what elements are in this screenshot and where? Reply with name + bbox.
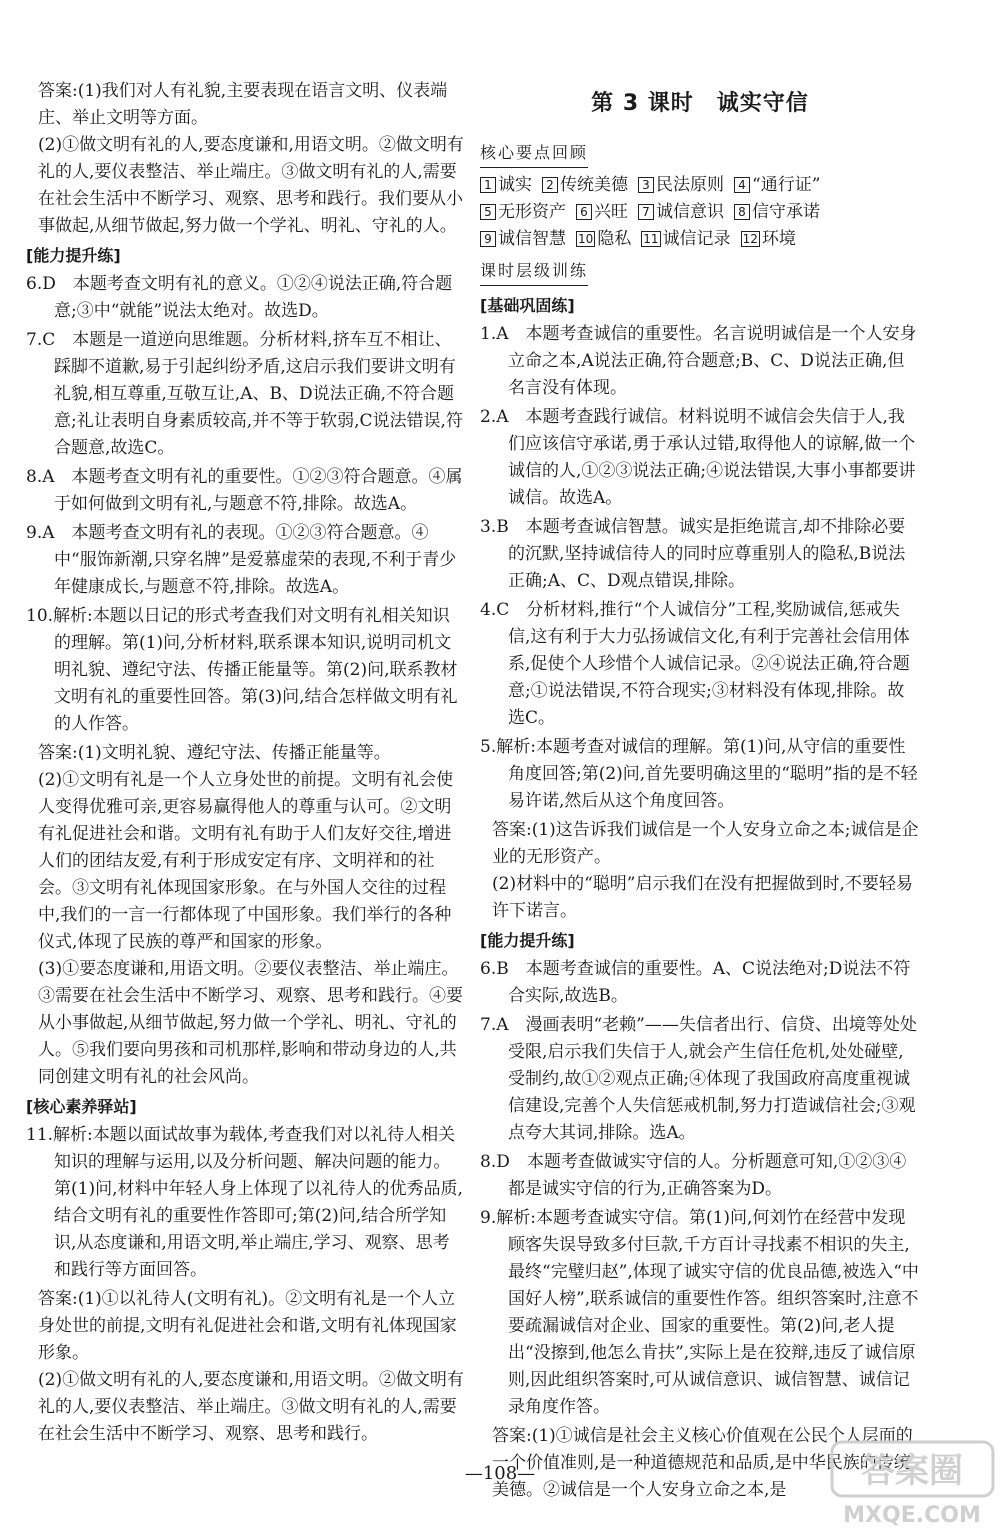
- question-item: 9.解析:本题考查诚实守信。第(1)问,何刘竹在经营中发现顾客失误导致多付巨款,千方百计寻找素不相识的失主,最终“完璧归赵”,体现了诚实守信的优良品德,被选入“中国好人榜”,联系诚信的重要性作答。组织答案时,注意不要疏漏诚信对企业、国家的重要性。第(2)问,老人提出“没擦到,他怎么肯扶”,实际上是在狡辩,违反了诚信原则,因此组织答案时,可从诚信意识、诚信智慧、诚信记录角度作答。: [480, 1208, 919, 1417]
- section-heading: [ 基础巩固练 ]: [480, 292, 920, 319]
- svg-text:答案圈: 答案圈: [861, 1451, 963, 1491]
- review-item: [576, 199, 628, 226]
- question-item: 4.C 分析材料,推行“个人诚信分”工程,奖励诚信,惩戒失信,这有利于大力弘扬诚信文化,有利于完善社会信用体系,促使个人珍惜个人诚信记录。②④说法正确,符合题意;①说法错误,不符合现实;③材料没有体现,排除。故选C。: [480, 600, 910, 728]
- question-item: 8.D 本题考查做诚实守信的人。分析题意可知,①②③④都是诚实守信的行为,正确答案为D。: [480, 1152, 907, 1199]
- answer-text: (2)①做文明有礼的人,要态度谦和,用语文明。②做文明有礼的人,要仪表整洁、举止端庄。③做文明有礼的人,需要在社会生活中不断学习、观察、思考和践行。我们要从小事做起,从细节做起,努力做一个学礼、明礼、守礼的人。: [38, 135, 464, 236]
- question-item: 1.A 本题考查诚信的重要性。名言说明诚信是一个人安身立命之本,A说法正确,符合题意;B、C、D说法正确,但名言没有体现。: [480, 324, 917, 398]
- number-box: 4: [734, 177, 750, 193]
- review-term: 诚信智慧: [498, 229, 566, 249]
- lesson-title: 第 3 课时 诚实守信: [591, 91, 809, 116]
- left-column: [26, 78, 466, 1448]
- number-box: 8: [734, 204, 750, 220]
- answer-text: 答案:(1)①诚信是社会主义核心价值观在公民个人层面的一个价值准则,是一种道德规范和品质,是中华民族的传统美德。②诚信是一个人安身立命之本,是: [492, 1426, 913, 1500]
- review-term: 环境: [761, 229, 796, 249]
- watermark-logo: [830, 1440, 995, 1528]
- answer-text: (3)①要态度谦和,用语文明。②要仪表整洁、举止端庄。③需要在社会生活中不断学习、观察、思考和践行。④要从小事做起,从细节做起,努力做一个学礼、明礼、守礼的人。⑤我们要向男孩和司机那样,影响和带动身边的人,共同创建文明有礼的社会风尚。: [38, 959, 463, 1087]
- review-item: [576, 226, 631, 253]
- number-box: 6: [576, 204, 592, 220]
- question-item: 5.解析:本题考查对诚信的理解。第(1)问,从守信的重要性角度回答;第(2)问,首先要明确这里的“聪明”指的是不轻易许诺,然后从这个角度回答。: [480, 737, 918, 811]
- review-item: [734, 199, 820, 226]
- review-term: 无形资产: [498, 202, 566, 222]
- subheading-training: 课时层级训练: [480, 257, 588, 286]
- number-box: 10: [578, 232, 594, 246]
- review-item: [480, 199, 566, 226]
- review-key-points: [480, 172, 920, 253]
- section-heading: [ 能力提升练 ]: [480, 927, 920, 954]
- review-item: [480, 172, 532, 199]
- number-box: 2: [542, 177, 558, 193]
- review-item: [542, 172, 628, 199]
- question-item: 3.B 本题考查诚信智慧。诚实是拒绝谎言,却不排除必要的沉默,坚持诚信待人的同时应尊重别人的隐私,B说法正确;A、C、D观点错误,排除。: [480, 517, 906, 591]
- subheading-review: 核心要点回顾: [480, 139, 588, 168]
- question-item: 6.B 本题考查诚信的重要性。A、C说法绝对;D说法不符合实际,故选B。: [480, 959, 911, 1006]
- question-item: 2.A 本题考查践行诚信。材料说明不诚信会失信于人,我们应该信守承诺,勇于承认过错,取得他人的谅解,做一个诚信的人,①②③说法正确;④说法错误,大事小事都要讲诚信。故选A。: [480, 407, 916, 508]
- question-item: 6.D 本题考查文明有礼的意义。①②④说法正确,符合题意;③中“就能”说法太绝对。故选D。: [26, 274, 453, 321]
- review-item: [638, 172, 724, 199]
- review-item: [734, 172, 820, 199]
- answer-text: (2)材料中的“聪明”启示我们在没有把握做到时,不要轻易许下诺言。: [492, 874, 913, 921]
- answer-text: 答案:(1)文明礼貌、遵纪守法、传播正能量等。: [38, 743, 391, 763]
- answer-text: (2)①文明有礼是一个人立身处世的前提。文明有礼会使人变得优雅可亲,更容易赢得他人的尊重与认可。②文明有礼促进社会和谐。文明有礼有助于人们友好交往,增进人们的团结友爱,有利于形成安定有序、文明祥和的社会。③文明有礼体现国家形象。在与外国人交往的过程中,我们的一言一行都体现了中国形象。我们举行的各种仪式,体现了民族的尊严和国家的形象。: [38, 770, 454, 952]
- answer-text: (2)①做文明有礼的人,要态度谦和,用语文明。②做文明有礼的人,要仪表整洁、举止端庄。③做文明有礼的人,需要在社会生活中不断学习、观察、思考和践行。: [38, 1370, 464, 1444]
- review-term: 民法原则: [656, 175, 724, 195]
- number-box: 3: [638, 177, 654, 193]
- section-heading: [ 能力提升练 ]: [26, 242, 466, 269]
- question-item: 9.A 本题考查文明有礼的表现。①②③符合题意。④中“服饰新潮,只穿名牌”是爱慕虚荣的表现,不利于青少年健康成长,与题意不符,排除。故选A。: [26, 523, 457, 597]
- answer-text: 答案:(1)我们对人有礼貌,主要表现在语言文明、仪表端庄、举止文明等方面。: [38, 81, 448, 128]
- review-term: 信守承诺: [752, 202, 820, 222]
- number-box: 12: [742, 232, 758, 246]
- review-term: 兴旺: [594, 202, 628, 222]
- question-item: 8.A 本题考查文明有礼的重要性。①②③符合题意。④属于如何做到文明有礼,与题意不符,排除。故选A。: [26, 467, 463, 514]
- review-item: [638, 199, 724, 226]
- question-item: 7.A 漫画表明“老赖”——失信者出行、信贷、出境等处处受限,启示我们失信于人,就会产生信任危机,处处碰壁,受制约,故①②观点正确;④体现了我国政府高度重视诚信建设,完善个人失信惩戒机制,努力打造诚信社会;③观点夸大其词,排除。选A。: [480, 1015, 917, 1143]
- question-item: 7.C 本题是一道逆向思维题。分析材料,挤车互不相让、踩脚不道歉,易于引起纠纷矛盾,这启示我们要讲文明有礼貌,相互尊重,互敬互让,A、B、D说法正确,不符合题意;礼让表明自身素质较高,并不等于软弱,C说法错误,符合题意,故选C。: [26, 330, 463, 458]
- number-box: 9: [480, 231, 496, 247]
- review-item: [741, 226, 796, 253]
- right-column: [480, 78, 920, 1504]
- review-term: 诚实: [498, 175, 532, 195]
- section-heading: [ 核心素养驿站 ]: [26, 1093, 466, 1120]
- page-number: —108—: [464, 1463, 536, 1484]
- review-term: 传统美德: [560, 175, 628, 195]
- review-item: [480, 226, 566, 253]
- question-item: 11.解析:本题以面试故事为载体,考查我们对以礼待人相关知识的理解与运用,以及分析问题、解决问题的能力。第(1)问,材料中年轻人身上体现了以礼待人的优秀品质,结合文明有礼的重要性作答即可;第(2)问,结合所学知识,从态度谦和,用语文明,举止端庄,学习、观察、思考和践行等方面回答。: [26, 1125, 463, 1280]
- number-box: 11: [643, 232, 659, 246]
- review-item: [641, 226, 730, 253]
- answer-text: 答案:(1)这告诉我们诚信是一个人安身立命之本;诚信是企业的无形资产。: [492, 820, 919, 867]
- review-term: 诚信意识: [656, 202, 724, 222]
- review-term: “通行证”: [752, 175, 821, 195]
- number-box: 7: [638, 204, 654, 220]
- answer-text: 答案:(1)①以礼待人(文明有礼)。②文明有礼是一个人立身处世的前提,文明有礼促进社会和谐,文明有礼体现国家形象。: [38, 1289, 457, 1363]
- number-box: 5: [480, 204, 496, 220]
- question-item: 10.解析:本题以日记的形式考查我们对文明有礼相关知识的理解。第(1)问,分析材料,联系课本知识,说明司机文明礼貌、遵纪守法、传播正能量等。第(2)问,联系教材文明有礼的重要性回答。第(3)问,结合怎样做文明有礼的人作答。: [26, 606, 458, 734]
- number-box: 1: [480, 177, 496, 193]
- review-term: 隐私: [597, 229, 632, 249]
- svg-text:MXQE.COM: MXQE.COM: [843, 1503, 981, 1528]
- review-term: 诚信记录: [662, 229, 731, 249]
